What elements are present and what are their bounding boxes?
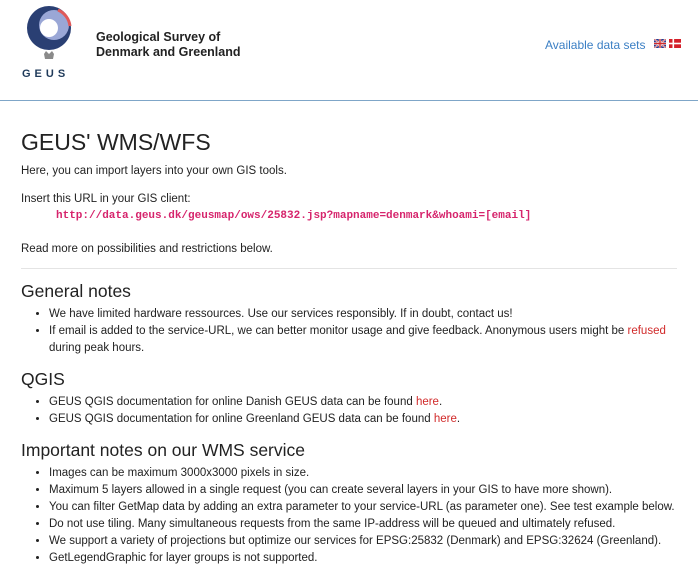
list-item: • Images can be maximum 3000x3000 pixels in size.: [49, 465, 677, 482]
site-header: [0, 0, 698, 101]
general-notes-heading: General notes: [21, 281, 131, 301]
list-item: • If email is added to the service-URL, we can better monitor usage and give feedback. Anonymous users might be refused during peak hours.: [49, 323, 677, 357]
refused-link[interactable]: refused: [627, 325, 666, 337]
qgis-heading: QGIS: [21, 369, 65, 389]
wms-notes-heading: Important notes on our WMS service: [21, 440, 305, 460]
list-item: • GetLegendGraphic for layer groups is not supported.: [49, 550, 677, 567]
wms-notes-list: [21, 465, 677, 567]
list-item: • We support a variety of projections but optimize our services for EPSG:25832 (Denmark) and EPSG:32624 (Greenland).: [49, 533, 677, 550]
divider: [21, 268, 677, 269]
danish-flag-icon[interactable]: [669, 39, 681, 48]
org-name-line1: Geological Survey of: [96, 30, 221, 44]
insert-url-label: Insert this URL in your GIS client:: [21, 193, 191, 205]
organization-name: [96, 30, 241, 60]
logo-text: GEUS: [22, 68, 70, 80]
intro-text: Here, you can import layers into your own GIS tools.: [21, 165, 287, 177]
list-item: • Maximum 5 layers allowed in a single request (you can create several layers in your GIS to have more shown).: [49, 482, 677, 499]
uk-flag-icon[interactable]: [654, 39, 666, 48]
list-item: • GEUS QGIS documentation for online Danish GEUS data can be found here.: [49, 394, 677, 411]
greenland-docs-link[interactable]: here: [433, 413, 457, 425]
page-title: GEUS' WMS/WFS: [21, 129, 211, 155]
list-item: • We have limited hardware ressources. Use our services responsibly. If in doubt, contact us!: [49, 306, 677, 323]
available-data-sets-link[interactable]: Available data sets: [545, 38, 646, 52]
main-content: [0, 128, 698, 567]
service-url[interactable]: http://data.geus.dk/geusmap/ows/25832.jsp?mapname=denmark&whoami=[email]: [56, 210, 532, 222]
org-name-line2: Denmark and Greenland: [96, 45, 241, 59]
qgis-list: [21, 394, 677, 428]
list-item: • You can filter GetMap data by adding an extra parameter to your service-URL (as parameter one). See test example below.: [49, 499, 677, 516]
list-item: • Do not use tiling. Many simultaneous requests from the same IP-address will be queued and ultimately refused.: [49, 516, 677, 533]
general-notes-list: [21, 306, 677, 357]
language-switcher: [654, 39, 681, 48]
read-more-text: Read more on possibilities and restrictions below.: [21, 243, 273, 255]
list-item: • GEUS QGIS documentation for online Greenland GEUS data can be found here.: [49, 411, 677, 428]
danish-docs-link[interactable]: here: [415, 396, 439, 408]
